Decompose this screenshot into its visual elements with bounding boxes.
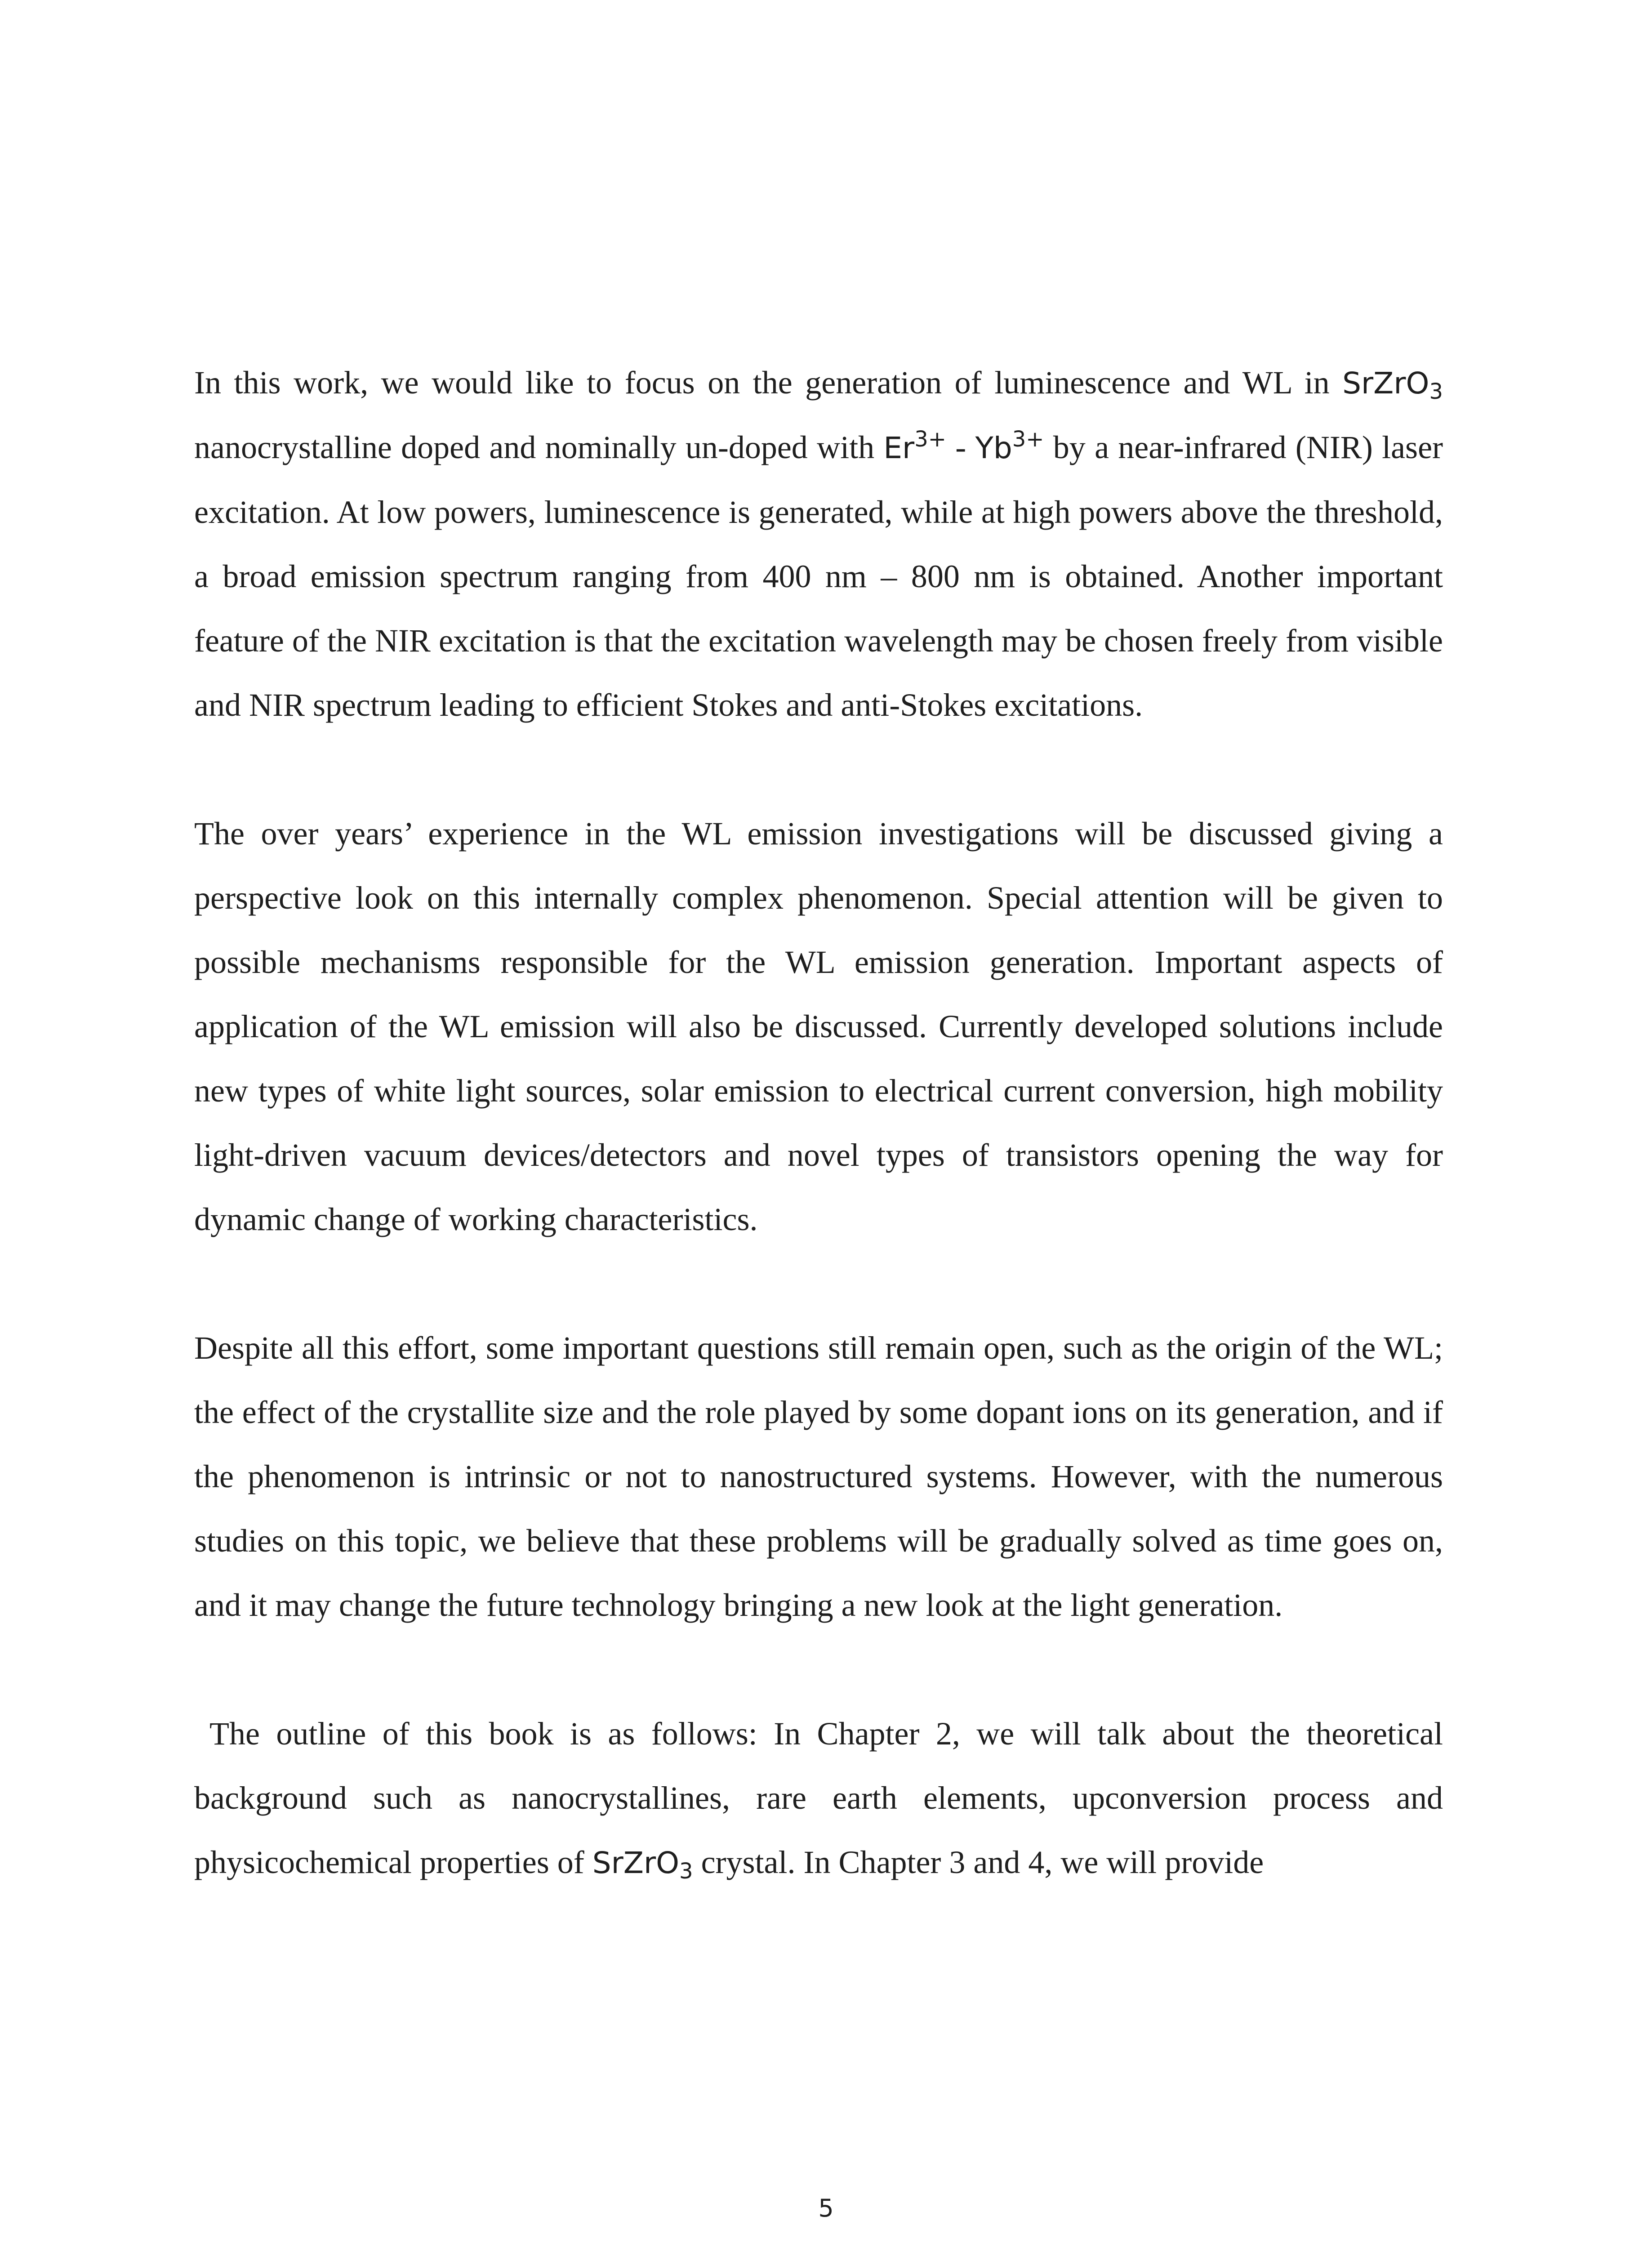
paragraph-intro-text-3: by a near-infrared (NIR) laser excitation. At low powers, luminescence is generated, while at high powers above the threshold, a broad emission spectrum ranging from 400 nm – 800 nm is obtained. Another important feature of the NIR excitation is that the excitation wavelength may be chosen freely from visible and NIR spectrum leading to efficient Stokes and anti-Stokes excitations. [194,429,1443,723]
paragraph-outline [194,1702,1443,1895]
ion-er [883,427,946,465]
paragraph-outline-text-1: The outline of this book is as follows: In Chapter 2, we will talk about the theoretical background such as nanocrystallines, rare earth elements, upconversion process and physicochemical properties of [194,1716,1443,1880]
body-text [194,351,1443,1895]
paragraph-intro [194,351,1443,737]
formula-srzro3 [1342,366,1443,404]
ion-yb [975,427,1044,465]
formula-srzro3-outline [592,1846,693,1884]
formula-base: SrZrO [1342,366,1429,401]
ion-er-base: Er [883,431,915,465]
paragraph-outline-text-2: crystal. In Chapter 3 and 4, we will provide [693,1844,1264,1880]
ion-separator: - [946,429,975,465]
formula-subscript: 3 [1429,379,1443,404]
paragraph-open-questions: Despite all this effort, some important questions still remain open, such as the origin of the WL; the effect of the crystallite size and the role played by some dopant ions on its generation, and if the phenomenon is intrinsic or not to nanostructured systems. However, with the numerous studies on this topic, we believe that these problems will be gradually solved as time goes on, and it may change the future technology bringing a new look at the light generation. [194,1330,1443,1623]
formula-base-outline: SrZrO [592,1846,680,1880]
ion-er-charge: 3+ [914,427,946,452]
ion-yb-base: Yb [975,431,1012,465]
paragraph-intro-text-1: In this work, we would like to focus on the generation of luminescence and WL in [194,365,1330,401]
formula-subscript-outline: 3 [679,1859,693,1884]
paragraph-experience: The over years’ experience in the WL emission investigations will be discussed giving a perspective look on this internally complex phenomenon. Special attention will be given to possible mechanisms responsible for the WL emission generation. Important aspects of application of the WL emission will also be discussed. Currently developed solutions include new types of white light sources, solar emission to electrical current conversion, high mobility light-driven vacuum devices/detectors and novel types of transistors opening the way for dynamic change of working characteristics. [194,816,1443,1237]
paragraph-intro-text-2: nanocrystalline doped and nominally un-doped with [194,429,884,465]
page-number: 5 [818,2194,834,2222]
ion-yb-charge: 3+ [1012,427,1044,452]
